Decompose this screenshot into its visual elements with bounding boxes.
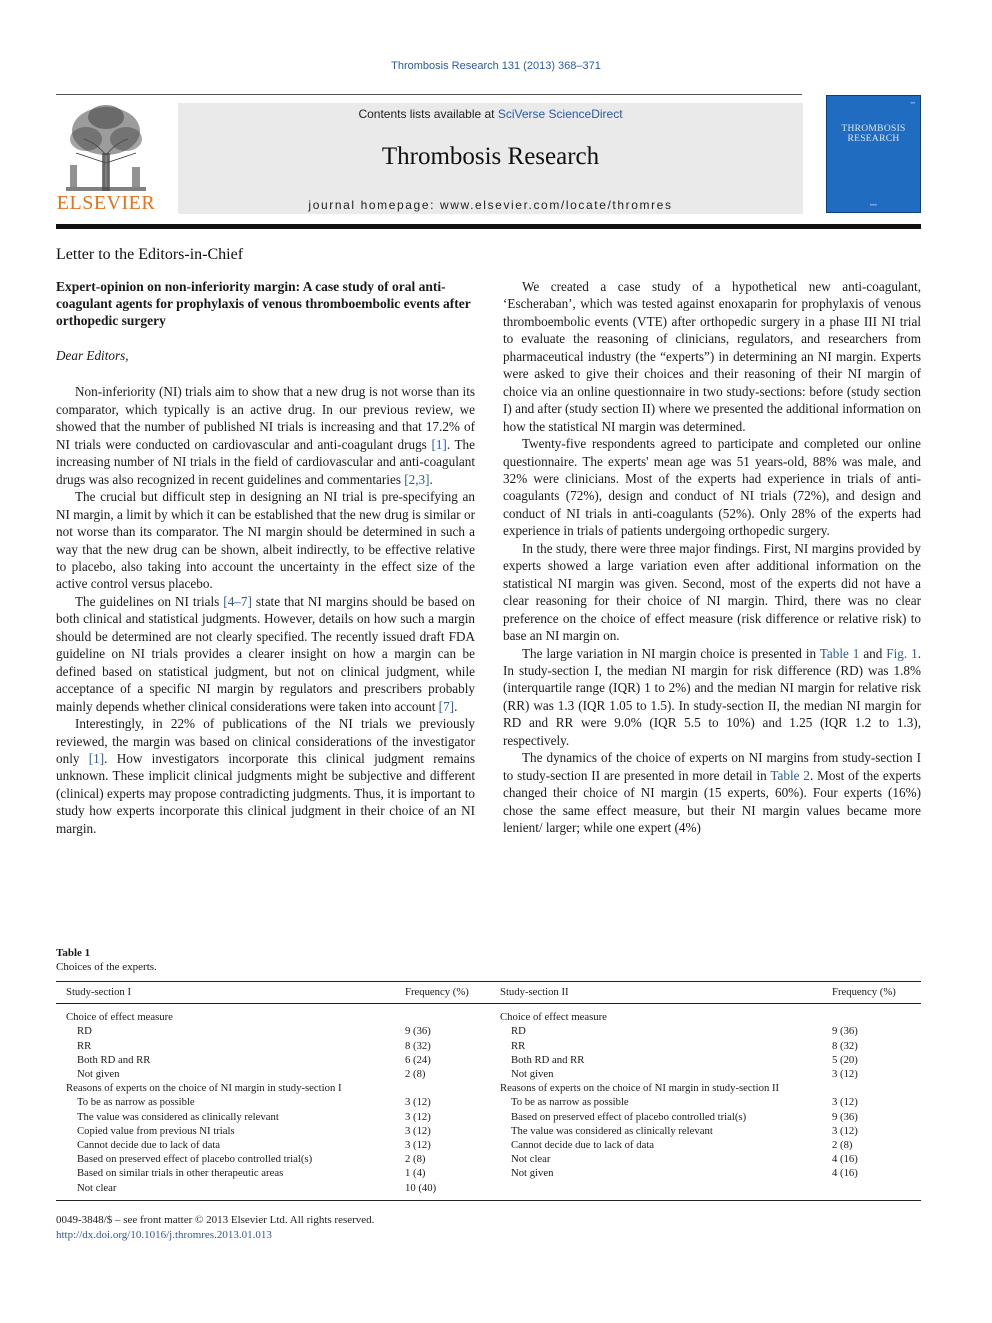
cover-title (827, 124, 920, 144)
header-thick-rule (56, 224, 921, 229)
table-cell: To be as narrow as possible (511, 1096, 629, 1109)
paragraph: Non-inferiority (NI) trials aim to show that a new drug is not worse than its comparator, which typically is an active drug. In our previous review, we showed that the number of published NI trials is increasing and that 17.2% of NI trials were conducted on cardiovascular and anti-coagulant drugs [1]. The increasing number of NI trials in the field of cardiovascular and anti-coagulant drugs was also recognized in recent guidelines and commentaries [2,3]. (56, 384, 475, 487)
figure-1-link[interactable]: Fig. 1 (886, 645, 918, 661)
table-cell: Cannot decide due to lack of data (511, 1139, 655, 1152)
table-cell (832, 1004, 921, 1025)
table-cell: 3 (12) (832, 1068, 858, 1081)
table-cell (490, 1181, 832, 1201)
table-row (56, 1166, 921, 1180)
table-cell: 3 (12) (832, 1096, 858, 1109)
table-header-cell: Frequency (%) (405, 986, 469, 998)
table-cell: 8 (32) (832, 1039, 858, 1052)
journal-citation[interactable]: Thrombosis Research 131 (2013) 368–371 (391, 60, 601, 72)
table-caption: Choices of the experts. (56, 961, 157, 973)
table-cell: Based on preserved effect of placebo controlled trial(s) (511, 1110, 747, 1123)
reference-link[interactable]: [1] (431, 436, 447, 452)
table-cell: 3 (12) (405, 1139, 431, 1152)
table-cell: Both RD and RR (77, 1053, 151, 1066)
table-cell: Based on similar trials in other therapeutic areas (77, 1167, 284, 1180)
reference-link[interactable]: [1] (88, 750, 105, 766)
table-cell: Copied value from previous NI trials (77, 1124, 235, 1137)
table-cell: 8 (32) (405, 1039, 431, 1052)
table-cell (405, 1081, 490, 1095)
table-cell: Reasons of experts on the choice of NI margin in study-section I (66, 1082, 342, 1095)
cover-footer-mark: ▪▪▪▪▪ (869, 202, 878, 207)
right-column (503, 278, 921, 837)
reference-link[interactable]: [7] (438, 698, 455, 714)
cover-issn-mark: ▪▪▪ (910, 100, 915, 105)
table-cell: Not given (77, 1068, 120, 1081)
table-2-link[interactable]: Table 2 (770, 767, 810, 783)
table-cell: 9 (36) (832, 1025, 858, 1038)
table-cell: 2 (8) (405, 1153, 426, 1166)
copyright-line: 0049-3848/$ – see front matter © 2013 Elsevier Ltd. All rights reserved. (56, 1214, 375, 1226)
article-title: Expert-opinion on non-inferiority margin: A case study of oral anti-coagulant agents for prophylaxis of venous thromboembolic events after orthopedic surgery (56, 279, 471, 328)
elsevier-tree-icon (56, 103, 156, 193)
table-cell: Based on preserved effect of placebo controlled trial(s) (77, 1153, 313, 1166)
left-column (56, 278, 475, 837)
contents-prefix: Contents lists available at (358, 107, 498, 121)
table-row (56, 1039, 921, 1053)
table-row (56, 1124, 921, 1138)
table-row (56, 1004, 921, 1025)
table-header-cell: Study-section I (66, 986, 132, 998)
paragraph: Twenty-five respondents agreed to participate and completed our online questionnaire. The experts' mean age was 51 years-old, 88% was male, and 32% were clinicians. Most of the experts had experience in trials of anti-coagulants (72%), design and conduct of NI trials (72%), and design and conduct of NI trials in anti-coagulants (52%). Only 28% of the experts had experience in trials of patients undergoing orthopedic surgery. (503, 436, 921, 539)
table-cell: Both RD and RR (511, 1053, 585, 1066)
paragraph: In the study, there were three major findings. First, NI margins provided by experts showed a large variation even after additional information on the statistical NI margin was given. Second, most of the experts did not have a clear reasoning for their choice of NI margin. Third, there was no clear preference on the choice of effect measure (risk difference or relative risk) to base an NI margin on. (503, 540, 921, 644)
table-cell: Not given (511, 1068, 554, 1081)
table-row (56, 1053, 921, 1067)
table-row (56, 1095, 921, 1109)
table-row (56, 1067, 921, 1081)
table-cell: 2 (8) (405, 1068, 426, 1081)
table-row (56, 1138, 921, 1152)
table-cell: 5 (20) (832, 1053, 858, 1066)
paragraph: The crucial but difficult step in designing an NI trial is pre-specifying an NI margin, a limit by which it can be established that the new drug is similar or not worse than its comparator. The NI margin should be determined in such a way that the new drug can be shown, albeit indirectly, to be effective relative to placebo, also taking into account the uncertainty in the effect size of the active control versus placebo. (56, 489, 475, 592)
salutation: Dear Editors, (56, 348, 129, 363)
table-cell (832, 1181, 921, 1201)
table-cell: Not given (511, 1167, 554, 1180)
header-top-rule (56, 94, 802, 95)
cover-title-line2: RESEARCH (847, 134, 900, 144)
table-cell: RR (511, 1039, 526, 1052)
table-1-link[interactable]: Table 1 (819, 645, 860, 661)
table-cell: 1 (4) (405, 1167, 426, 1180)
choices-table (56, 981, 921, 1201)
page-footer (56, 1213, 374, 1243)
table-cell: Choice of effect measure (66, 1011, 173, 1024)
table-cell: Not clear (77, 1181, 117, 1194)
table-cell: The value was considered as clinically relevant (77, 1110, 279, 1123)
table-row (56, 1181, 921, 1201)
reference-link[interactable]: [2,3] (404, 471, 430, 487)
table-cell: To be as narrow as possible (77, 1096, 195, 1109)
table-cell: 2 (8) (832, 1139, 853, 1152)
table-header-cell: Study-section II (500, 986, 569, 998)
table-cell: Choice of effect measure (500, 1011, 607, 1024)
table-cell: 9 (36) (832, 1110, 858, 1123)
table-cell: 3 (12) (832, 1124, 858, 1137)
paragraph: We created a case study of a hypothetical new anti-coagulant, ‘Escheraban’, which was tested against enoxaparin for prophylaxis of venous thromboembolic events (VTE) after orthopedic surgery in a phase III NI trial to evaluate the reasoning of clinicians, regulators, and researchers from pharmaceutical industry (the “experts”) in determining an NI margin. Experts were asked to give their choices and their reasoning of their NI margin of choice via an online questionnaire in two study-sections: before (study section I) and after (study section II) where we presented the additional information on how the statistical NI margin was determined. (503, 279, 921, 434)
journal-header-box (178, 103, 803, 214)
reference-link[interactable]: [4–7] (223, 593, 252, 609)
table-cell: 4 (16) (832, 1167, 858, 1180)
table-cell: Not clear (511, 1153, 551, 1166)
table-cell (832, 1081, 921, 1095)
table-header-row (56, 982, 921, 1004)
table-1 (56, 946, 921, 1194)
paragraph: The dynamics of the choice of experts on NI margins from study-section I to study-section II are presented in more detail in Table 2. Most of the experts changed their choice of NI margin (15 experts, 60%). Four experts (16%) chose the same effect measure, but their NI margin values became more lenient/ larger; while one expert (4%) (503, 750, 922, 836)
table-cell: RR (77, 1039, 92, 1052)
table-cell: RD (77, 1025, 92, 1038)
paragraph: The guidelines on NI trials [4–7] state that NI margins should be based on both clinical and statistical judgments. However, details on how such a margin should be determined are not clearly specified. The recently issued draft FDA guideline on NI trials provides a clearer insight on how a margin can be defined based on statistical judgment, but not on clinical judgment, while acceptance of a specific NI margin by regulators and prescribers probably mainly depends whether clinical considerations were taken into account [7]. (56, 593, 475, 714)
elsevier-logo (56, 103, 156, 215)
table-cell: 6 (24) (405, 1053, 431, 1066)
table-row (56, 1024, 921, 1038)
paragraph: The large variation in NI margin choice is presented in Table 1 and Fig. 1. In study-section I, the median NI margin for risk difference (RD) was 1.8% (interquartile range (IQR) 1 to 2%) and the median NI margin for relative risk (RR) was 1.3 (IQR 1.05 to 1.5). In study-section II, the median NI margin for RD and RR were 9.0% (IQR 5.5 to 10%) and 1.25 (IQR 1.2 to 1.3), respectively. (503, 645, 921, 748)
table-cell: Reasons of experts on the choice of NI margin in study-section II (500, 1082, 780, 1095)
table-cell: 3 (12) (405, 1110, 431, 1123)
article-section-label: Letter to the Editors-in-Chief (56, 246, 244, 263)
elsevier-wordmark: ELSEVIER (56, 192, 156, 214)
journal-cover (826, 95, 921, 213)
table-cell: 9 (36) (405, 1025, 431, 1038)
sciencedirect-link[interactable]: SciVerse ScienceDirect (497, 107, 623, 121)
table-cell (405, 1004, 490, 1025)
table-row (56, 1110, 921, 1124)
paragraph: Interestingly, in 22% of publications of the NI trials we previously reviewed, the margin was based on clinical considerations of the investigator only [1]. How investigators incorporate this clinical judgment remains unknown. These implicit clinical judgments might be subjective and different (clinical) experts may propose contradicting judgments. Thus, it is important to study how experts incorporate this clinical judgment in their choice of an NI margin. (56, 716, 475, 836)
doi-link[interactable]: http://dx.doi.org/10.1016/j.thromres.2013.01.013 (56, 1229, 272, 1241)
table-header-cell: Frequency (%) (832, 986, 896, 998)
table-cell: 3 (12) (405, 1096, 431, 1109)
table-cell: Cannot decide due to lack of data (77, 1139, 221, 1152)
contents-line (178, 107, 803, 121)
table-cell: RD (511, 1025, 526, 1038)
table-row (56, 1081, 921, 1095)
journal-title: Thrombosis Research (381, 143, 600, 170)
table-cell: 10 (40) (405, 1181, 437, 1194)
journal-homepage[interactable]: journal homepage: www.elsevier.com/locate/thromres (308, 198, 673, 212)
table-label: Table 1 (56, 947, 91, 959)
table-cell: 3 (12) (405, 1124, 431, 1137)
table-cell: The value was considered as clinically relevant (511, 1124, 713, 1137)
cover-title-line1: THROMBOSIS (841, 124, 906, 134)
table-cell: 4 (16) (832, 1153, 858, 1166)
table-row (56, 1152, 921, 1166)
